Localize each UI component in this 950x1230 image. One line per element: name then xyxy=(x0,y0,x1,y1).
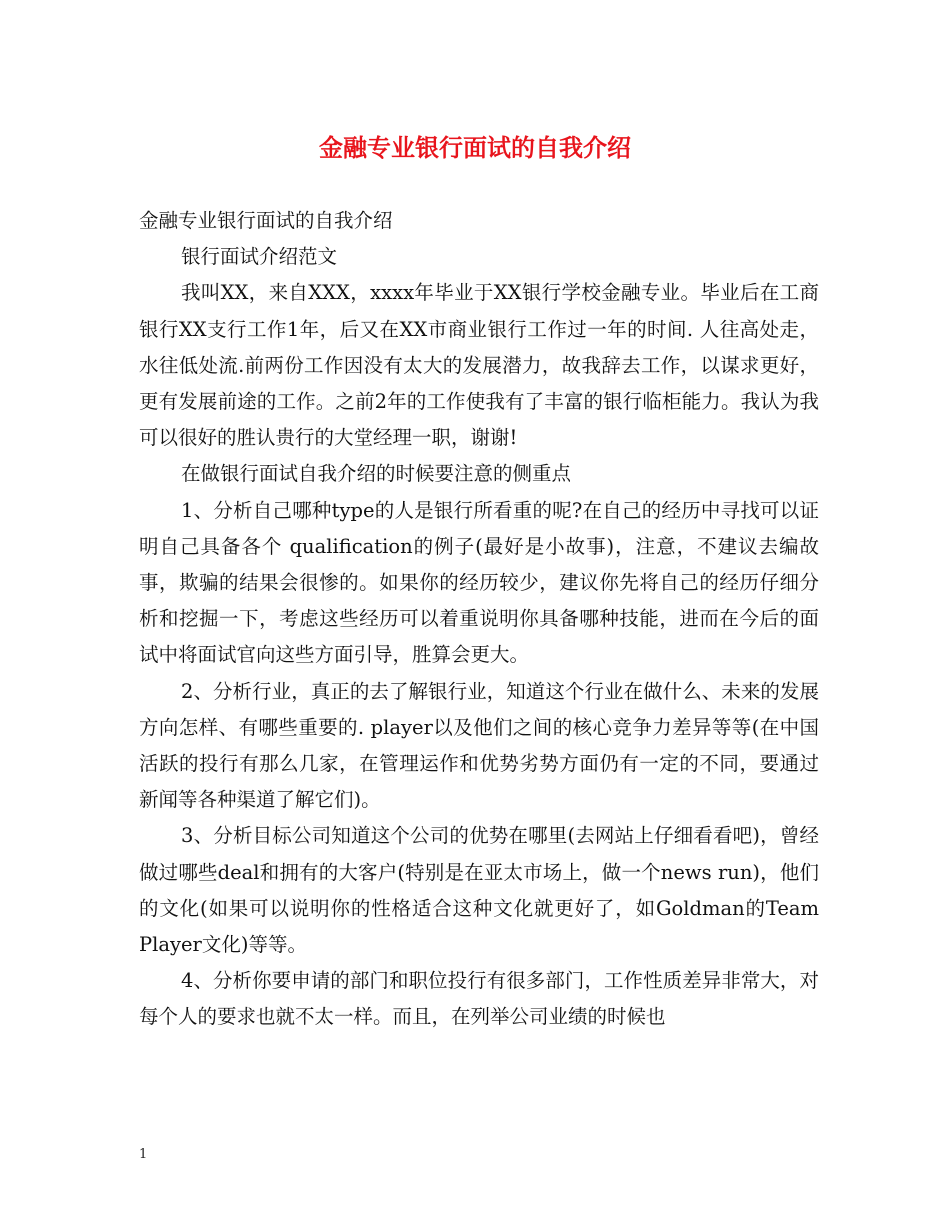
document-body xyxy=(139,203,819,1036)
paragraph-point-4: 4、分析你要申请的部门和职位投行有很多部门，工作性质差异非常大，对每个人的要求也就不太一样。而且，在列举公司业绩的时候也 xyxy=(139,969,819,1029)
paragraph-point-3: 3、分析目标公司知道这个公司的优势在哪里(去网站上仔细看看吧)，曾经做过哪些deal和拥有的大客户(特别是在亚太市场上，做一个news run)，他们的文化(如果可以说明你的性格适合这种文化就更好了，如Goldman的Team Player文化)等等。 xyxy=(139,824,819,957)
paragraph-point-1: 1、分析自己哪种type的人是银行所看重的呢?在自己的经历中寻找可以证明自己具备各个 qualification的例子(最好是小故事)，注意，不建议去编故事，欺骗的结果会很惨的。如果你的经历较少，建议你先将自己的经历仔细分析和挖掘一下，考虑这些经历可以着重说明你具备哪种技能，进而在今后的面试中将面试官向这些方面引导，胜算会更大。 xyxy=(139,498,819,667)
paragraph-section-heading: 银行面试介绍范文 xyxy=(181,245,338,269)
page-number: 1 xyxy=(139,1147,148,1162)
document-title: 金融专业银行面试的自我介绍 xyxy=(319,133,631,162)
paragraph-point-2: 2、分析行业，真正的去了解银行业，知道这个行业在做什么、未来的发展方向怎样、有哪些重要的. player以及他们之间的核心竞争力差异等等(在中国活跃的投行有那么几家，在管理运作和优势劣势方面仍有一定的不同，要通过新闻等各种渠道了解它们)。 xyxy=(139,679,819,812)
paragraph-key-points-heading: 在做银行面试自我介绍的时候要注意的侧重点 xyxy=(181,462,572,486)
paragraph-subtitle: 金融专业银行面试的自我介绍 xyxy=(139,209,393,232)
paragraph-self-introduction: 我叫XX，来自XXX，xxxx年毕业于XX银行学校金融专业。毕业后在工商银行XX支行工作1年，后又在XX市商业银行工作过一年的时间. 人往高处走，水往低处流.前两份工作因没有太大的发展潜力，故我辞去工作，以谋求更好，更有发展前途的工作。之前2年的工作使我有了丰富的银行临柜能力。我认为我可以很好的胜认贵行的大堂经理一职，谢谢! xyxy=(139,281,819,450)
